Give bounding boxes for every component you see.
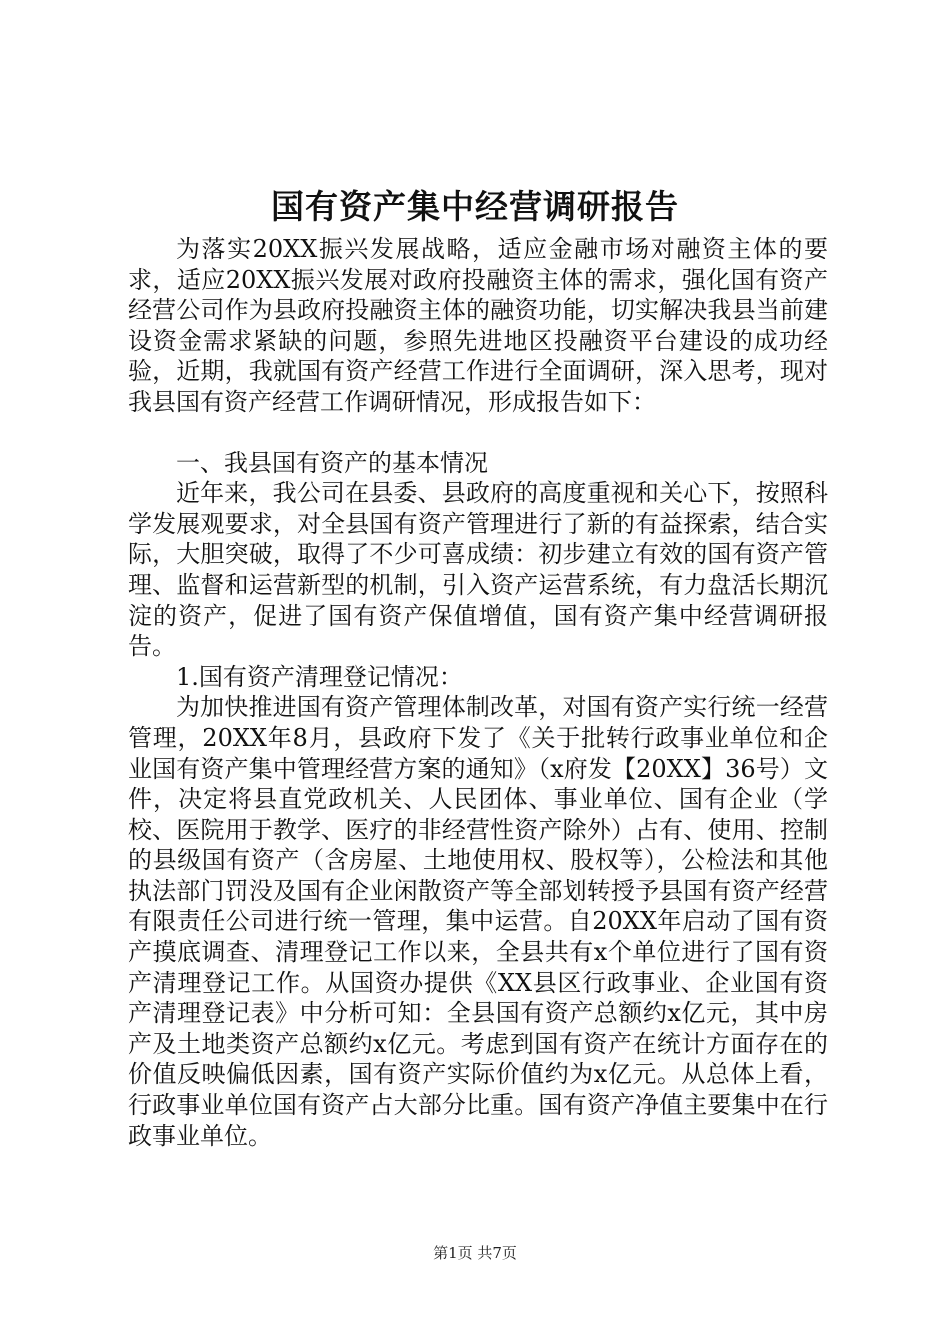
section-1-paragraph: 近年来，我公司在县委、县政府的高度重视和关心下，按照科学发展观要求，对全县国有资产管理进行了新的有益探索，结合实际，大胆突破，取得了不少可喜成绩：初步建立有效的国有资产管理、监督和运营新型的机制，引入资产运营系统，有力盘活长期沉淀的资产，促进了国有资产保值增值，国有资产集中经营调研报告。 bbox=[128, 479, 828, 661]
page-footer: 第1页 共7页 bbox=[433, 1244, 517, 1262]
document-body bbox=[128, 234, 828, 1151]
subsection-1-paragraph: 为加快推进国有资产管理体制改革，对国有资产实行统一经营管理，20XX年8月，县政府下发了《关于批转行政事业单位和企业国有资产集中管理经营方案的通知》（x府发【20XX】36号）文件，决定将县直党政机关、人民团体、事业单位、国有企业（学校、医院用于教学、医疗的非经营性资产除外）占有、使用、控制的县级国有资产（含房屋、土地使用权、股权等），公检法和其他执法部门罚没及国有企业闲散资产等全部划转授予县国有资产经营有限责任公司进行统一管理，集中运营。自20XX年启动了国有资产摸底调查、清理登记工作以来，全县共有x个单位进行了国有资产清理登记工作。从国资办提供《XX县区行政事业、企业国有资产清理登记表》中分析可知：全县国有资产总额约x亿元，其中房产及土地类资产总额约x亿元。考虑到国有资产在统计方面存在的价值反映偏低因素，国有资产实际价值约为x亿元。从总体上看，行政事业单位国有资产占大部分比重。国有资产净值主要集中在行政事业单位。 bbox=[128, 693, 828, 1150]
document-title: 国有资产集中经营调研报告 bbox=[271, 187, 679, 226]
section-heading-1: 一、我县国有资产的基本情况 bbox=[176, 448, 488, 477]
subsection-heading-1: 1.国有资产清理登记情况： bbox=[176, 662, 463, 691]
intro-paragraph: 为落实20XX振兴发展战略，适应金融市场对融资主体的要求，适应20XX振兴发展对政府投融资主体的需求，强化国有资产经营公司作为县政府投融资主体的融资功能，切实解决我县当前建设资金需求紧缺的问题，参照先进地区投融资平台建设的成功经验，近期，我就国有资产经营工作进行全面调研，深入思考，现对我县国有资产经营工作调研情况，形成报告如下： bbox=[128, 235, 828, 416]
